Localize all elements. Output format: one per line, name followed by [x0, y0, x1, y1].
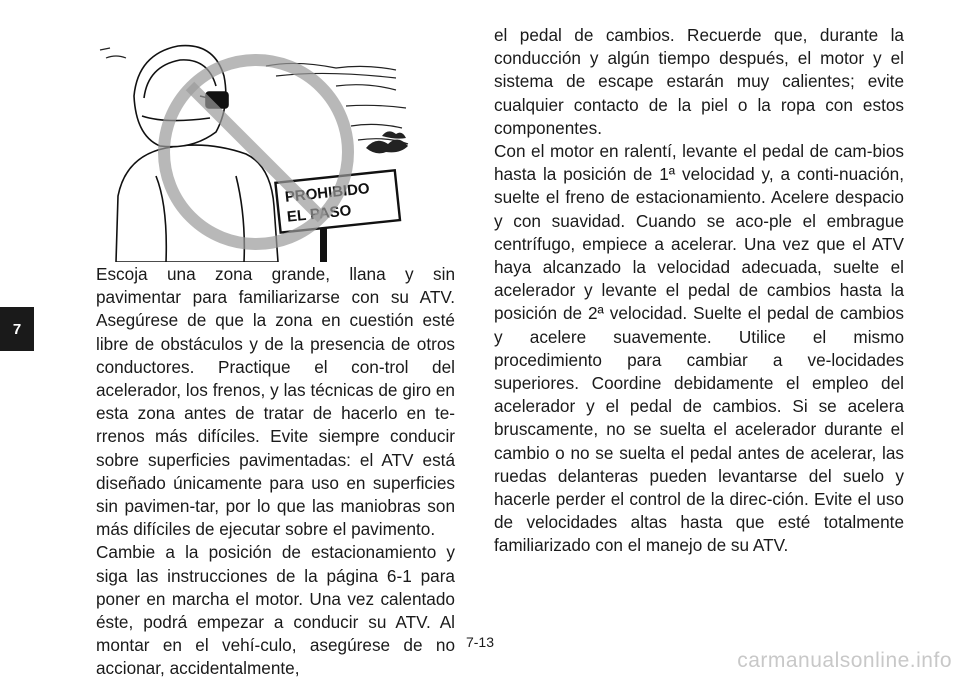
watermark: carmanualsonline.info	[737, 649, 952, 672]
bushes	[366, 131, 408, 153]
right-paragraph-1: el pedal de cambios. Recuerde que, durante la conducción y algún tiempo después, el motor y el sistema de escape estarán muy calientes; evite cualquier contacto de la piel o la ropa con estos componentes.	[494, 25, 904, 138]
chapter-tab: 7	[0, 307, 34, 351]
left-paragraph-1: Escoja una zona grande, llana y sin pavimentar para familiarizarse con su ATV. Asegúrese de que la zona en cuestión esté libre de obstáculos y de la presencia de otros conductores. Practique el con-trol del acelerador, los frenos, y las técnicas de giro en esta zona antes de tratar de hacerlo en te-rrenos más difíciles. Evite siempre conducir sobre superficies pavimentadas: el ATV está diseñado únicamente para uso en superficies sin pavimen-tar, por lo que las maniobras son más difíciles de ejecutar sobre el pavimento.	[96, 264, 455, 540]
page-number: 7-13	[465, 634, 495, 650]
left-paragraph-2: Cambie a la posición de estacionamiento y siga las instrucciones de la página 6-1 para poner en marcha el motor. Una vez calentado éste, podrá empezar a conducir su ATV. Al montar en el vehí-culo, asegúrese de no accionar, accidentalmente,	[96, 542, 455, 679]
rider-illustration	[96, 36, 450, 262]
right-column	[494, 24, 904, 558]
sign-line-2: EL PASO	[286, 202, 353, 226]
right-paragraph-2: Con el motor en ralentí, levante el pedal de cam-bios hasta la posición de 1ª velocidad y, a conti-nuación, suelte el freno de estacionamiento. Acelere despacio y con suavidad. Cuando se aco-ple el embrague centrífugo, empiece a acelerar. Una vez que el ATV haya alcanzado la velocidad adecuada, suelte el acelerador y levante el pedal de cambios hasta la posición de 2ª velocidad. Suelte el pedal de cambios y acelere suavemente. Utilice el mismo procedimiento para cambiar a ve-locidades superiores. Coordine debidamente el empleo del acelerador y el pedal de cambios. Si se acelera bruscamente, no se suelta el acelerador durante el cambio o no se suelta el pedal antes de acelerar, las ruedas delanteras pueden levantarse del suelo y hacerle perder el control de la direc-ción. Evite el uso de velocidades altas hasta que esté totalmente familiarizado con el manejo de su ATV.	[494, 141, 904, 556]
sign-line-1: PROHIBIDO	[284, 180, 371, 206]
left-column	[96, 263, 455, 681]
